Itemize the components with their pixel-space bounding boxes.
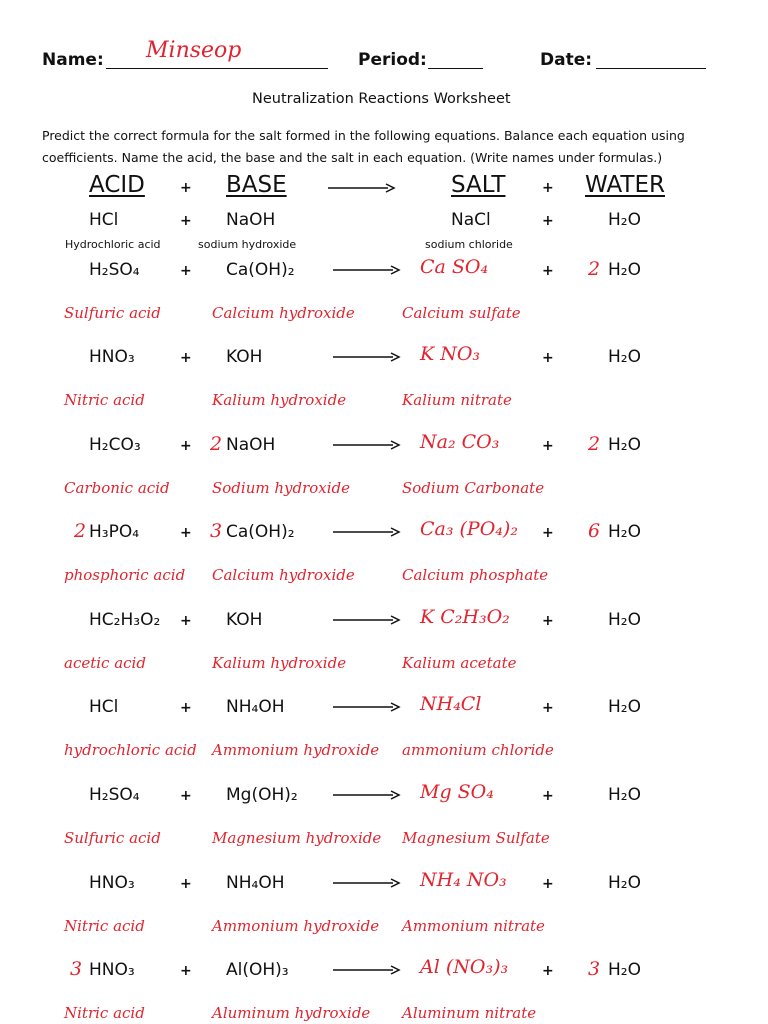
date-label: Date: <box>540 50 593 70</box>
arrow-icon <box>333 528 399 536</box>
acid-coefficient[interactable]: 2 <box>74 520 87 542</box>
base-formula: Al(OH)₃ <box>226 960 289 980</box>
base-name-answer[interactable]: Ammonium hydroxide <box>212 917 380 935</box>
base-name-answer[interactable]: Sodium hydroxide <box>212 479 351 497</box>
example-base-formula: NaOH <box>226 210 276 230</box>
base-name-answer[interactable]: Kalium hydroxide <box>212 391 347 409</box>
acid-name-answer[interactable]: Sulfuric acid <box>64 829 161 847</box>
salt-name-answer[interactable]: Aluminum nitrate <box>402 1004 537 1022</box>
salt-formula-answer[interactable]: Al (NO₃)₃ <box>420 956 509 978</box>
water-coefficient[interactable]: 6 <box>588 520 601 542</box>
acid-name-answer[interactable]: Carbonic acid <box>64 479 170 497</box>
base-formula: NH₄OH <box>226 697 285 717</box>
period-label: Period: <box>358 50 427 70</box>
salt-formula-answer[interactable]: K C₂H₃O₂ <box>420 606 510 628</box>
arrow-icon <box>333 791 399 799</box>
salt-name-answer[interactable]: Sodium Carbonate <box>402 479 545 497</box>
period-underline[interactable] <box>428 68 483 69</box>
plus-sign: + <box>542 525 554 541</box>
base-name-answer[interactable]: Calcium hydroxide <box>212 304 355 322</box>
plus-sign: + <box>180 180 192 196</box>
base-formula: KOH <box>226 610 263 630</box>
salt-formula-answer[interactable]: NH₄Cl <box>420 693 482 715</box>
base-formula: NaOH <box>226 435 276 455</box>
plus-sign: + <box>542 876 554 892</box>
salt-name-answer[interactable]: ammonium chloride <box>402 741 554 759</box>
water-formula: H₂O <box>608 610 641 630</box>
water-coefficient[interactable]: 2 <box>588 258 601 280</box>
plus-sign: + <box>542 213 554 229</box>
base-formula: Ca(OH)₂ <box>226 260 295 280</box>
acid-name-answer[interactable]: acetic acid <box>64 654 146 672</box>
water-formula: H₂O <box>608 435 641 455</box>
salt-formula-answer[interactable]: K NO₃ <box>420 343 481 365</box>
acid-formula: HC₂H₃O₂ <box>89 610 161 630</box>
arrow-icon <box>333 966 399 974</box>
salt-name-answer[interactable]: Magnesium Sulfate <box>402 829 550 847</box>
arrow-icon <box>333 616 399 624</box>
column-header-acid: ACID <box>89 172 145 198</box>
acid-formula: HCl <box>89 697 119 717</box>
acid-formula: HNO₃ <box>89 873 135 893</box>
name-label: Name: <box>42 50 104 70</box>
water-coefficient[interactable]: 2 <box>588 433 601 455</box>
plus-sign: + <box>180 263 192 279</box>
example-salt-formula: NaCl <box>451 210 491 230</box>
salt-name-answer[interactable]: Ammonium nitrate <box>402 917 545 935</box>
water-coefficient[interactable]: 3 <box>588 958 601 980</box>
base-name-answer[interactable]: Aluminum hydroxide <box>212 1004 371 1022</box>
base-formula: KOH <box>226 347 263 367</box>
plus-sign: + <box>180 788 192 804</box>
column-header-salt: SALT <box>451 172 506 198</box>
arrow-icon <box>333 703 399 711</box>
plus-sign: + <box>542 263 554 279</box>
water-formula: H₂O <box>608 960 641 980</box>
salt-name-answer[interactable]: Calcium phosphate <box>402 566 549 584</box>
base-name-answer[interactable]: Magnesium hydroxide <box>212 829 382 847</box>
water-formula: H₂O <box>608 785 641 805</box>
base-coefficient[interactable]: 2 <box>210 433 223 455</box>
example-salt-name: sodium chloride <box>425 238 513 251</box>
base-name-answer[interactable]: Kalium hydroxide <box>212 654 347 672</box>
water-formula: H₂O <box>608 347 641 367</box>
plus-sign: + <box>542 700 554 716</box>
date-underline[interactable] <box>596 68 706 69</box>
plus-sign: + <box>180 525 192 541</box>
plus-sign: + <box>542 350 554 366</box>
example-acid-formula: HCl <box>89 210 119 230</box>
salt-formula-answer[interactable]: NH₄ NO₃ <box>420 869 507 891</box>
plus-sign: + <box>542 180 554 196</box>
plus-sign: + <box>180 876 192 892</box>
salt-name-answer[interactable]: Kalium nitrate <box>402 391 512 409</box>
base-coefficient[interactable]: 3 <box>210 520 223 542</box>
salt-name-answer[interactable]: Kalium acetate <box>402 654 517 672</box>
base-formula: NH₄OH <box>226 873 285 893</box>
acid-formula: H₂SO₄ <box>89 260 140 280</box>
arrow-icon <box>333 353 399 361</box>
salt-formula-answer[interactable]: Ca SO₄ <box>420 256 489 278</box>
acid-name-answer[interactable]: Nitric acid <box>64 917 145 935</box>
acid-name-answer[interactable]: Nitric acid <box>64 1004 145 1022</box>
plus-sign: + <box>542 438 554 454</box>
worksheet-title: Neutralization Reactions Worksheet <box>252 91 511 107</box>
base-name-answer[interactable]: Calcium hydroxide <box>212 566 355 584</box>
arrow-icon <box>333 266 399 274</box>
acid-formula: H₃PO₄ <box>89 522 140 542</box>
acid-name-answer[interactable]: phosphoric acid <box>64 566 186 584</box>
column-header-water: WATER <box>585 172 665 198</box>
acid-coefficient[interactable]: 3 <box>70 958 83 980</box>
salt-formula-answer[interactable]: Na₂ CO₃ <box>420 431 500 453</box>
name-value[interactable]: Minseop <box>146 38 242 63</box>
water-formula: H₂O <box>608 697 641 717</box>
plus-sign: + <box>180 350 192 366</box>
plus-sign: + <box>542 613 554 629</box>
example-acid-name: Hydrochloric acid <box>65 238 161 251</box>
acid-formula: H₂SO₄ <box>89 785 140 805</box>
plus-sign: + <box>180 438 192 454</box>
water-formula: H₂O <box>608 260 641 280</box>
plus-sign: + <box>180 613 192 629</box>
salt-name-answer[interactable]: Calcium sulfate <box>402 304 521 322</box>
plus-sign: + <box>180 963 192 979</box>
salt-formula-answer[interactable]: Mg SO₄ <box>420 781 494 803</box>
plus-sign: + <box>542 963 554 979</box>
example-base-name: sodium hydroxide <box>198 238 297 251</box>
acid-formula: HNO₃ <box>89 960 135 980</box>
salt-formula-answer[interactable]: Ca₃ (PO₄)₂ <box>420 518 518 540</box>
example-water-formula: H₂O <box>608 210 641 230</box>
base-formula: Ca(OH)₂ <box>226 522 295 542</box>
arrow-icon <box>328 184 394 192</box>
plus-sign: + <box>542 788 554 804</box>
acid-name-answer[interactable]: hydrochloric acid <box>64 741 197 759</box>
acid-formula: HNO₃ <box>89 347 135 367</box>
base-name-answer[interactable]: Ammonium hydroxide <box>212 741 380 759</box>
arrow-icon <box>333 879 399 887</box>
instructions: Predict the correct formula for the salt formed in the following equations. Balance each equation using coefficients. Name the acid, the base and the salt in each equation. (Write names under formulas.) <box>42 128 685 165</box>
water-formula: H₂O <box>608 873 641 893</box>
base-formula: Mg(OH)₂ <box>226 785 298 805</box>
acid-name-answer[interactable]: Sulfuric acid <box>64 304 161 322</box>
column-header-base: BASE <box>226 172 287 198</box>
name-underline <box>106 68 328 69</box>
acid-name-answer[interactable]: Nitric acid <box>64 391 145 409</box>
plus-sign: + <box>180 213 192 229</box>
water-formula: H₂O <box>608 522 641 542</box>
acid-formula: H₂CO₃ <box>89 435 141 455</box>
arrow-icon <box>333 441 399 449</box>
plus-sign: + <box>180 700 192 716</box>
